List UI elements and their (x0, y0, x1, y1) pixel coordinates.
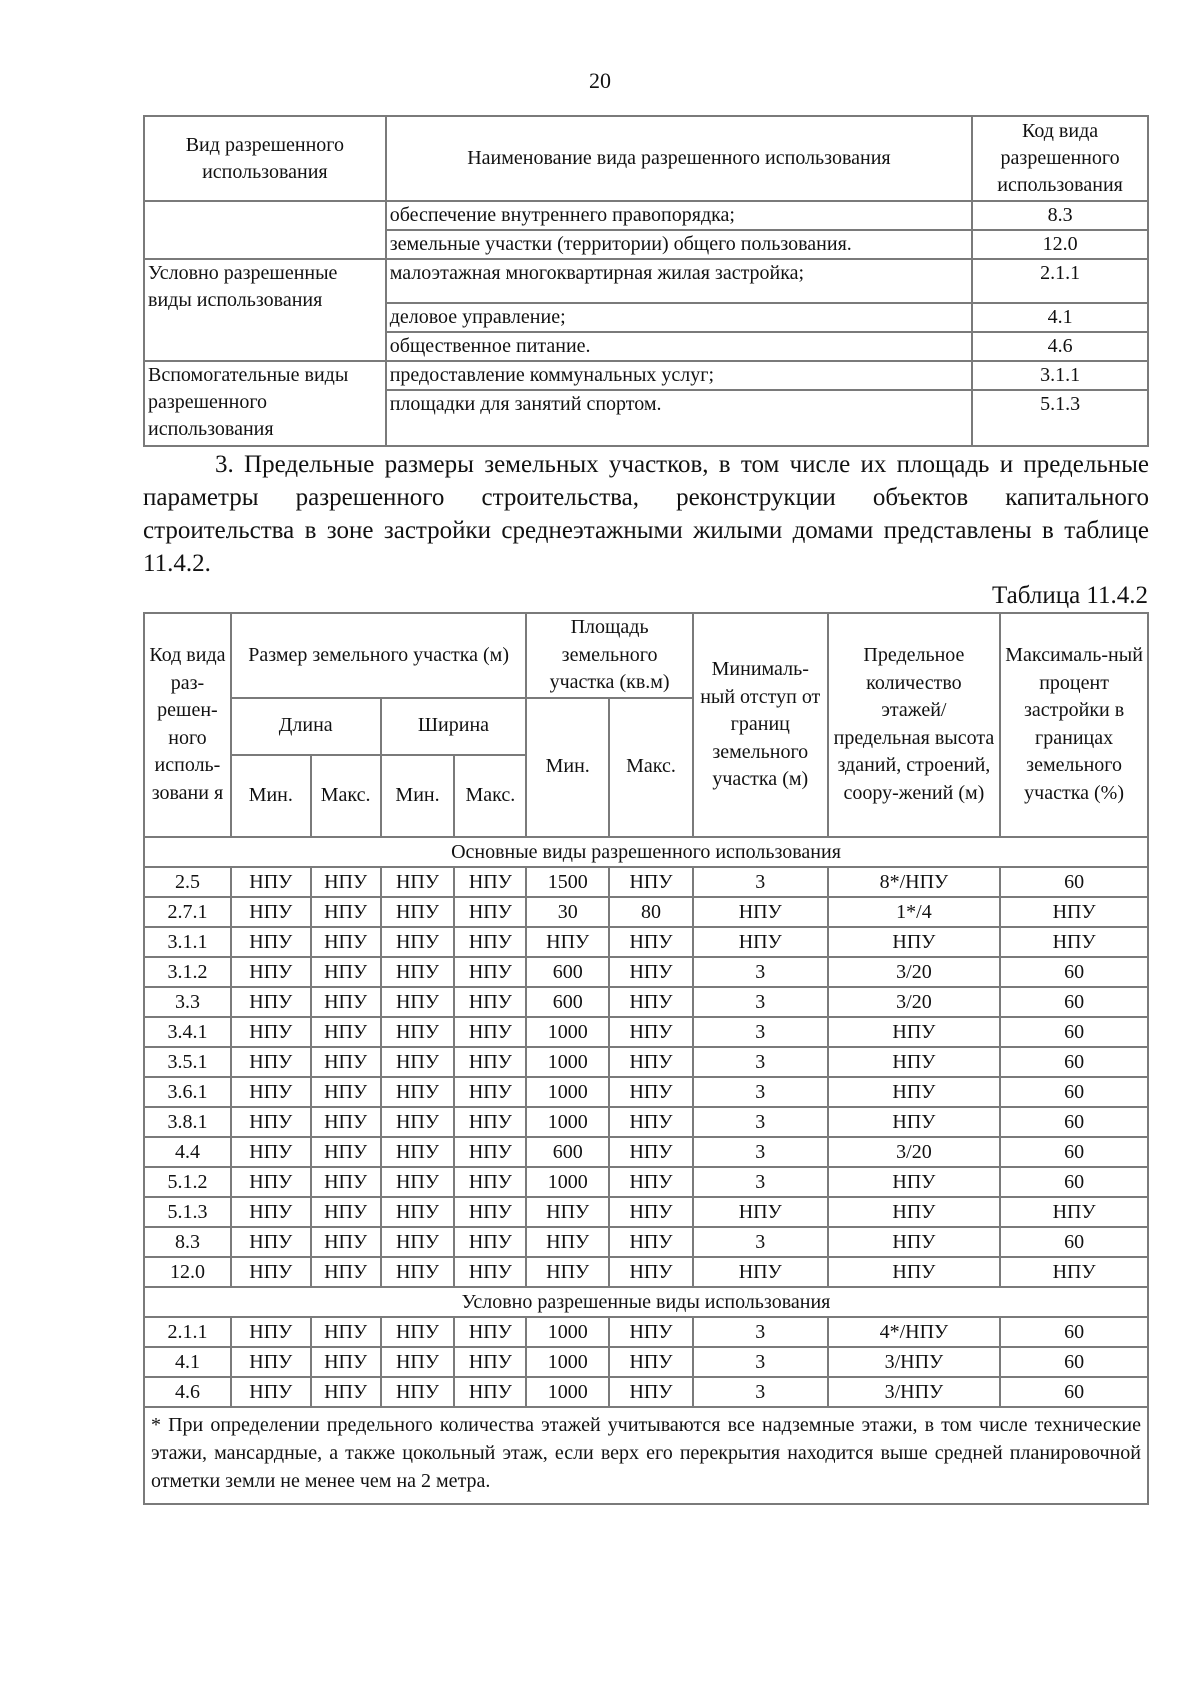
use-code-cell: 3.6.1 (144, 1077, 231, 1107)
use-code-cell: 4.4 (144, 1137, 231, 1167)
use-name: деловое управление; (386, 303, 972, 332)
value-cell: НПУ (609, 1227, 693, 1257)
value-cell: НПУ (311, 1107, 381, 1137)
table-row (144, 927, 1148, 957)
value-cell: НПУ (381, 1077, 455, 1107)
header-code: Код вида раз-решен-ного исполь-зовани я (144, 613, 231, 837)
value-cell: 60 (1000, 1227, 1148, 1257)
value-cell: НПУ (526, 1227, 609, 1257)
value-cell: НПУ (381, 1377, 455, 1407)
value-cell: 1000 (526, 1377, 609, 1407)
value-cell: НПУ (231, 1167, 311, 1197)
value-cell: НПУ (381, 1347, 455, 1377)
value-cell: НПУ (381, 1137, 455, 1167)
value-cell: НПУ (609, 1377, 693, 1407)
table-row (144, 259, 1148, 303)
value-cell: НПУ (231, 1317, 311, 1347)
use-code: 3.1.1 (972, 361, 1148, 390)
value-cell: НПУ (231, 1197, 311, 1227)
value-cell: НПУ (609, 1167, 693, 1197)
value-cell: 1000 (526, 1077, 609, 1107)
value-cell: 8*/НПУ (828, 867, 1001, 897)
value-cell: НПУ (381, 987, 455, 1017)
value-cell: 3/20 (828, 1137, 1001, 1167)
header-area-max: Макс. (609, 698, 693, 837)
value-cell: НПУ (526, 927, 609, 957)
value-cell: 60 (1000, 1017, 1148, 1047)
value-cell: НПУ (454, 1077, 526, 1107)
value-cell: НПУ (454, 1197, 526, 1227)
value-cell: 60 (1000, 1077, 1148, 1107)
value-cell: 60 (1000, 987, 1148, 1017)
value-cell: 60 (1000, 1107, 1148, 1137)
use-code-cell: 2.5 (144, 867, 231, 897)
value-cell: НПУ (454, 957, 526, 987)
value-cell: НПУ (311, 927, 381, 957)
value-cell: 60 (1000, 1137, 1148, 1167)
table-row (144, 1017, 1148, 1047)
value-cell: НПУ (311, 1167, 381, 1197)
use-name: земельные участки (территории) общего пользования. (386, 230, 972, 259)
value-cell: НПУ (311, 1017, 381, 1047)
value-cell: НПУ (454, 1377, 526, 1407)
value-cell: 60 (1000, 1347, 1148, 1377)
table-row (144, 201, 1148, 230)
value-cell: НПУ (454, 1017, 526, 1047)
use-name: площадки для занятий спортом. (386, 390, 972, 446)
table-row (144, 987, 1148, 1017)
value-cell: 3 (693, 1377, 828, 1407)
use-code: 4.1 (972, 303, 1148, 332)
value-cell: 3/20 (828, 957, 1001, 987)
table-row (144, 1317, 1148, 1347)
value-cell: 60 (1000, 1167, 1148, 1197)
value-cell: НПУ (381, 1107, 455, 1137)
value-cell: НПУ (381, 1197, 455, 1227)
table-row (144, 867, 1148, 897)
section-row (144, 1287, 1148, 1317)
value-cell: 600 (526, 957, 609, 987)
value-cell: НПУ (693, 897, 828, 927)
table-row (144, 1377, 1148, 1407)
section-row (144, 837, 1148, 867)
table-row (144, 897, 1148, 927)
value-cell: 3 (693, 1017, 828, 1047)
value-cell: НПУ (381, 1257, 455, 1287)
header-size: Размер земельного участка (м) (231, 613, 526, 698)
value-cell: НПУ (231, 1077, 311, 1107)
value-cell: НПУ (828, 1167, 1001, 1197)
value-cell: НПУ (609, 1047, 693, 1077)
table-row (144, 957, 1148, 987)
table-caption: Таблица 11.4.2 (992, 582, 1148, 609)
table-row (144, 1347, 1148, 1377)
value-cell: 3 (693, 1167, 828, 1197)
value-cell: 60 (1000, 957, 1148, 987)
use-code-cell: 5.1.3 (144, 1197, 231, 1227)
value-cell: НПУ (609, 957, 693, 987)
value-cell: НПУ (609, 1017, 693, 1047)
footnote: * При определении предельного количества этажей учитываются все надземные этажи, в том числе технические этажи, мансардные, а также цокольный этаж, если верх его перекрытия находится выше средней планировочной отметки земли не менее чем на 2 метра. (144, 1407, 1148, 1504)
value-cell: НПУ (693, 1197, 828, 1227)
value-cell: НПУ (231, 957, 311, 987)
value-cell: НПУ (311, 1197, 381, 1227)
value-cell: НПУ (454, 927, 526, 957)
value-cell: НПУ (231, 987, 311, 1017)
header-area: Площадь земельного участка (кв.м) (526, 613, 693, 698)
value-cell: НПУ (1000, 927, 1148, 957)
value-cell: НПУ (609, 867, 693, 897)
value-cell: 3 (693, 1317, 828, 1347)
value-cell: НПУ (381, 1017, 455, 1047)
header-setback: Минималь-ный отступ от границ земельного участка (м) (693, 613, 828, 837)
value-cell: НПУ (526, 1197, 609, 1227)
header-width-min: Мин. (381, 755, 455, 837)
use-code-cell: 3.4.1 (144, 1017, 231, 1047)
value-cell: 3 (693, 867, 828, 897)
header-width: Ширина (381, 698, 527, 755)
value-cell: 60 (1000, 867, 1148, 897)
value-cell: НПУ (828, 1017, 1001, 1047)
use-name: предоставление коммунальных услуг; (386, 361, 972, 390)
value-cell: 3 (693, 987, 828, 1017)
value-cell: НПУ (693, 1257, 828, 1287)
use-code-cell: 3.1.1 (144, 927, 231, 957)
value-cell: НПУ (311, 987, 381, 1017)
value-cell: НПУ (828, 1227, 1001, 1257)
value-cell: НПУ (381, 1317, 455, 1347)
value-cell: НПУ (609, 1317, 693, 1347)
group-label: Вспомогательные виды разрешенного использования (144, 361, 386, 446)
page-number: 20 (589, 68, 611, 93)
value-cell: 600 (526, 1137, 609, 1167)
table-row (144, 1167, 1148, 1197)
value-cell: НПУ (381, 927, 455, 957)
value-cell: 30 (526, 897, 609, 927)
table-row (144, 1257, 1148, 1287)
header-floors: Предельное количество этажей/ предельная высота зданий, строений, соору-жений (м) (828, 613, 1001, 837)
value-cell: НПУ (311, 1347, 381, 1377)
table-row (144, 1197, 1148, 1227)
table-row (144, 361, 1148, 390)
value-cell: НПУ (609, 1197, 693, 1227)
value-cell: НПУ (454, 1227, 526, 1257)
table2-body (144, 837, 1148, 1407)
value-cell: НПУ (311, 897, 381, 927)
value-cell: НПУ (828, 1077, 1001, 1107)
value-cell: НПУ (231, 927, 311, 957)
value-cell: 1000 (526, 1167, 609, 1197)
table-row (144, 1107, 1148, 1137)
value-cell: НПУ (381, 1167, 455, 1197)
use-code-cell: 2.7.1 (144, 897, 231, 927)
section-paragraph: 3. Предельные размеры земельных участков, в том числе их площадь и предельные параметры разрешенного строительства, реконструкции объектов капитального строительства в зоне застройки среднеэтажными жилыми домами представлены в таблице 11.4.2. (143, 451, 1149, 577)
value-cell: НПУ (231, 1107, 311, 1137)
use-code: 2.1.1 (972, 259, 1148, 303)
use-code: 5.1.3 (972, 390, 1148, 446)
value-cell: НПУ (311, 1317, 381, 1347)
value-cell: НПУ (311, 1227, 381, 1257)
value-cell: 3/20 (828, 987, 1001, 1017)
value-cell: 3 (693, 1137, 828, 1167)
group-label: Условно разрешенные виды использования (144, 259, 386, 361)
table-row (144, 1077, 1148, 1107)
use-code: 8.3 (972, 201, 1148, 230)
value-cell: НПУ (828, 1047, 1001, 1077)
value-cell: НПУ (381, 867, 455, 897)
value-cell: 1000 (526, 1347, 609, 1377)
value-cell: НПУ (454, 1347, 526, 1377)
use-code-cell: 3.3 (144, 987, 231, 1017)
header-coverage: Максималь-ный процент застройки в границах земельного участка (%) (1000, 613, 1148, 837)
value-cell: НПУ (311, 1377, 381, 1407)
value-cell: НПУ (609, 1347, 693, 1377)
header-length: Длина (231, 698, 381, 755)
table-row (144, 1137, 1148, 1167)
section-title: Основные виды разрешенного использования (144, 837, 1148, 867)
value-cell: НПУ (231, 1347, 311, 1377)
value-cell: НПУ (828, 1257, 1001, 1287)
value-cell: 4*/НПУ (828, 1317, 1001, 1347)
value-cell: 60 (1000, 1047, 1148, 1077)
value-cell: 1000 (526, 1317, 609, 1347)
value-cell: НПУ (454, 867, 526, 897)
use-code-cell: 4.1 (144, 1347, 231, 1377)
value-cell: НПУ (381, 957, 455, 987)
use-code: 12.0 (972, 230, 1148, 259)
header-width-max: Макс. (454, 755, 526, 837)
use-code-cell: 5.1.2 (144, 1167, 231, 1197)
value-cell: НПУ (231, 1047, 311, 1077)
value-cell: 3 (693, 1107, 828, 1137)
value-cell: НПУ (454, 1137, 526, 1167)
value-cell: 1500 (526, 867, 609, 897)
value-cell: НПУ (454, 1167, 526, 1197)
use-name: малоэтажная многоквартирная жилая застройка; (386, 259, 972, 303)
value-cell: НПУ (311, 1047, 381, 1077)
value-cell: НПУ (231, 1257, 311, 1287)
value-cell: НПУ (526, 1257, 609, 1287)
header-length-min: Мин. (231, 755, 311, 837)
value-cell: 3/НПУ (828, 1377, 1001, 1407)
value-cell: НПУ (1000, 897, 1148, 927)
value-cell: 3 (693, 1227, 828, 1257)
value-cell: НПУ (828, 1107, 1001, 1137)
value-cell: НПУ (381, 1227, 455, 1257)
value-cell: НПУ (231, 867, 311, 897)
header-use-name: Наименование вида разрешенного использования (386, 116, 972, 201)
value-cell: 3 (693, 1047, 828, 1077)
use-code-cell: 3.5.1 (144, 1047, 231, 1077)
value-cell: НПУ (454, 1047, 526, 1077)
value-cell: НПУ (454, 897, 526, 927)
value-cell: НПУ (231, 1137, 311, 1167)
value-cell: НПУ (609, 987, 693, 1017)
value-cell: 600 (526, 987, 609, 1017)
value-cell: НПУ (311, 867, 381, 897)
value-cell: НПУ (381, 897, 455, 927)
use-code-cell: 8.3 (144, 1227, 231, 1257)
land-parameters-table (143, 612, 1149, 1505)
value-cell: 60 (1000, 1377, 1148, 1407)
value-cell: НПУ (231, 1377, 311, 1407)
value-cell: 1000 (526, 1047, 609, 1077)
value-cell: НПУ (454, 1107, 526, 1137)
header-use-type: Вид разрешенного использования (144, 116, 386, 201)
value-cell: НПУ (311, 957, 381, 987)
value-cell: НПУ (311, 1077, 381, 1107)
use-code: 4.6 (972, 332, 1148, 361)
value-cell: НПУ (609, 1077, 693, 1107)
value-cell: 3 (693, 1347, 828, 1377)
value-cell: 3/НПУ (828, 1347, 1001, 1377)
value-cell: 3 (693, 1077, 828, 1107)
value-cell: 1*/4 (828, 897, 1001, 927)
header-length-max: Макс. (311, 755, 381, 837)
table-row (144, 1047, 1148, 1077)
use-code-cell: 3.1.2 (144, 957, 231, 987)
header-area-min: Мин. (526, 698, 609, 837)
value-cell: НПУ (454, 1257, 526, 1287)
value-cell: НПУ (381, 1047, 455, 1077)
value-cell: НПУ (231, 1227, 311, 1257)
use-code-cell: 12.0 (144, 1257, 231, 1287)
value-cell: 1000 (526, 1107, 609, 1137)
value-cell: НПУ (1000, 1257, 1148, 1287)
value-cell: НПУ (828, 927, 1001, 957)
header-use-code: Код вида разрешенного использования (972, 116, 1148, 201)
value-cell: 60 (1000, 1317, 1148, 1347)
value-cell: НПУ (828, 1197, 1001, 1227)
group-label (144, 201, 386, 259)
table-row (144, 1227, 1148, 1257)
footnote-row (144, 1407, 1148, 1504)
use-code-cell: 3.8.1 (144, 1107, 231, 1137)
value-cell: НПУ (609, 1137, 693, 1167)
value-cell: 3 (693, 957, 828, 987)
value-cell: НПУ (1000, 1197, 1148, 1227)
header-row-1 (144, 613, 1148, 698)
value-cell: НПУ (693, 927, 828, 957)
value-cell: НПУ (311, 1137, 381, 1167)
use-code-cell: 4.6 (144, 1377, 231, 1407)
value-cell: НПУ (609, 927, 693, 957)
value-cell: 80 (609, 897, 693, 927)
value-cell: НПУ (311, 1257, 381, 1287)
table1-header-row (144, 116, 1148, 201)
value-cell: НПУ (231, 897, 311, 927)
value-cell: НПУ (609, 1257, 693, 1287)
use-code-cell: 2.1.1 (144, 1317, 231, 1347)
value-cell: НПУ (231, 1017, 311, 1047)
value-cell: НПУ (609, 1107, 693, 1137)
permitted-use-table (143, 115, 1149, 447)
use-name: обеспечение внутреннего правопорядка; (386, 201, 972, 230)
value-cell: НПУ (454, 987, 526, 1017)
section-title: Условно разрешенные виды использования (144, 1287, 1148, 1317)
value-cell: 1000 (526, 1017, 609, 1047)
value-cell: НПУ (454, 1317, 526, 1347)
use-name: общественное питание. (386, 332, 972, 361)
